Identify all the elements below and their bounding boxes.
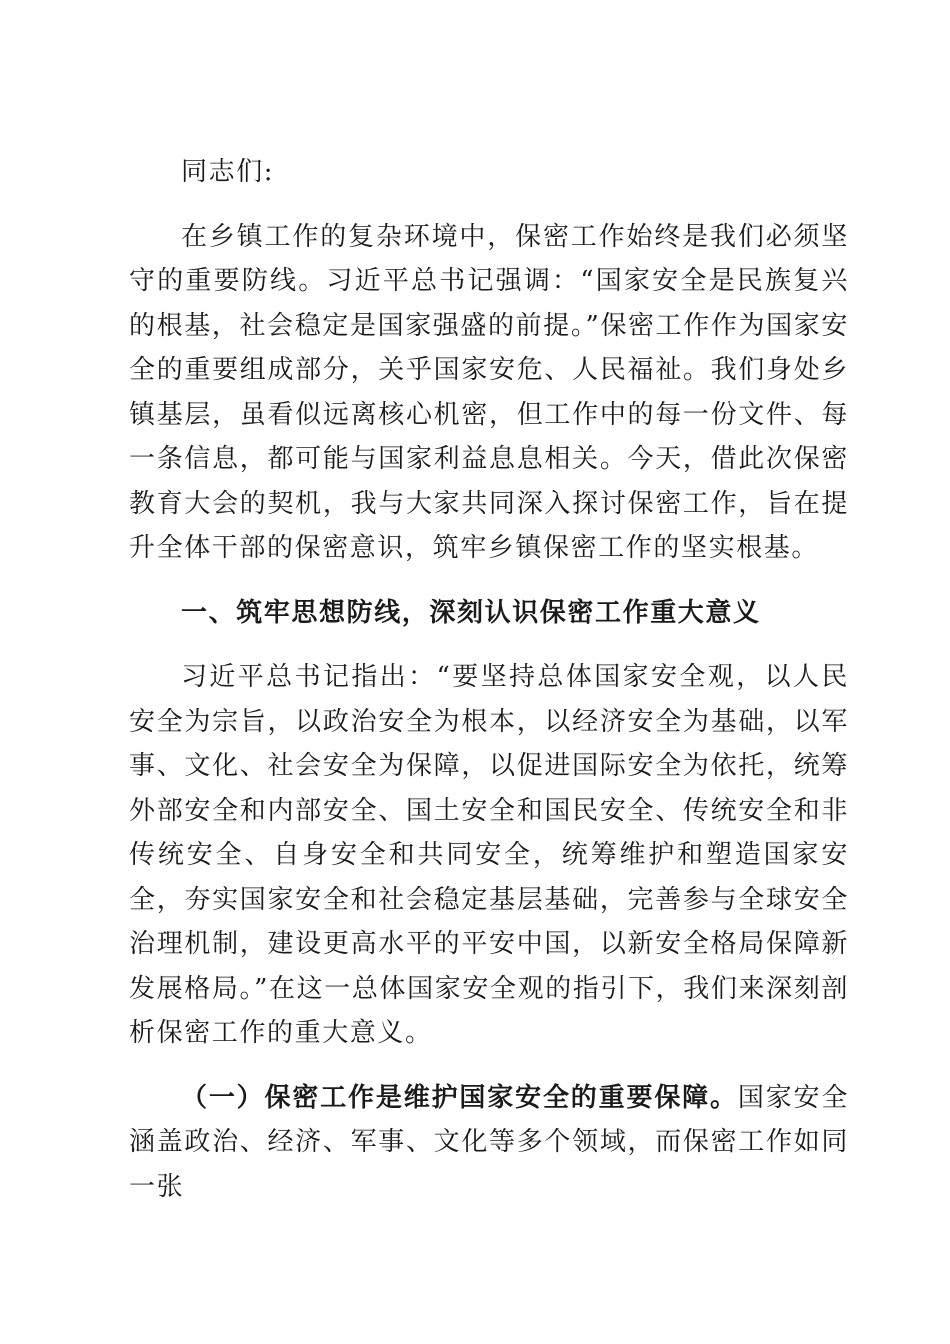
document-body bbox=[129, 150, 849, 1209]
intro-paragraph: 在乡镇工作的复杂环境中，保密工作始终是我们必须坚守的重要防线。习近平总书记强调：“国家安全是民族复兴的根基，社会稳定是国家强盛的前提。”保密工作作为国家安全的重要组成部分，关乎国家安危、人民福祉。我们身处乡镇基层，虽看似远离核心机密，但工作中的每一份文件、每一条信息，都可能与国家利益息息相关。今天，借此次保密教育大会的契机，我与大家共同深入探讨保密工作，旨在提升全体干部的保密意识，筑牢乡镇保密工作的坚实根基。 bbox=[129, 221, 849, 563]
subsection-text-1: 国家安全涵盖政治、经济、军事、文化等多个领域，而保密工作如同一张 bbox=[129, 1082, 849, 1202]
subsection-paragraph-1 bbox=[129, 1076, 849, 1210]
subsection-heading-1: （一）保密工作是维护国家安全的重要保障。 bbox=[181, 1082, 738, 1113]
section-heading-1: 一、筑牢思想防线，深刻认识保密工作重大意义 bbox=[181, 597, 761, 628]
quote-paragraph: 习近平总书记指出：“要坚持总体国家安全观，以人民安全为宗旨，以政治安全为根本，以经济安全为基础，以军事、文化、社会安全为保障，以促进国际安全为依托，统筹外部安全和内部安全、国土安全和国民安全、传统安全和非传统安全、自身安全和共同安全，统筹维护和塑造国家安全，夯实国家安全和社会稳定基层基础，完善参与全球安全治理机制，建设更高水平的平安中国，以新安全格局保障新发展格局。”在这一总体国家安全观的指引下，我们来深刻剖析保密工作的重大意义。 bbox=[129, 662, 849, 1048]
greeting: 同志们: bbox=[181, 157, 275, 187]
